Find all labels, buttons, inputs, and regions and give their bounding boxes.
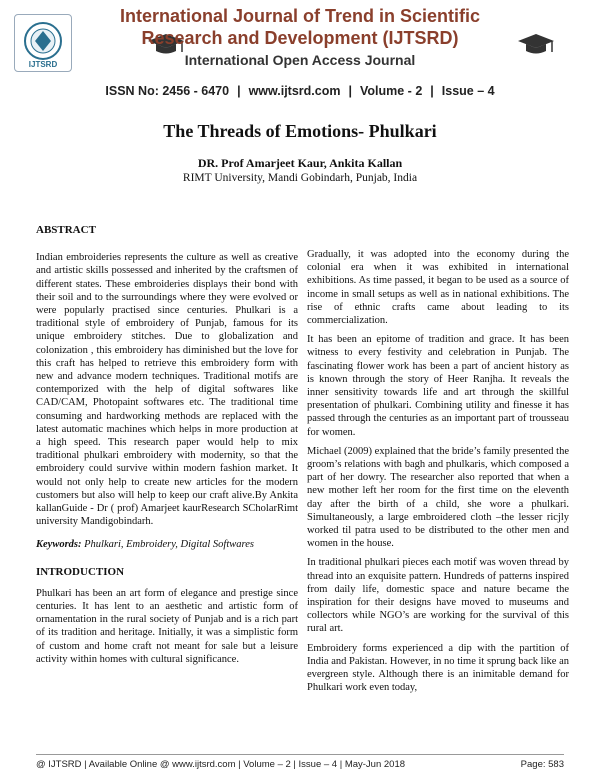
page-number: Page: 583 [520,759,564,770]
keywords-text: Phulkari, Embroidery, Digital Softwares [84,539,254,551]
introduction-heading: INTRODUCTION [36,565,125,578]
body-paragraph: In traditional phulkari pieces each motif was woven thread by thread into an exquisite pattern. Hundreds of patterns inspired from daily life, domestic space and nature became the inspiration for their designs have moved to museums and collectors while NGO’s are working for the survival of this rural art. [307,557,569,635]
volume: Volume - 2 [359,84,423,98]
paper-authors: DR. Prof Amarjeet Kaur, Ankita Kallan [197,156,403,170]
journal-title-line-1: International Journal of Trend in Scientific [119,6,481,26]
keywords-label: Keywords: [36,539,82,551]
issn-bar [0,76,600,106]
page-footer [36,754,564,770]
keywords [36,538,298,551]
introduction-text: Phulkari has been an art form of elegance and prestige since centuries. It has lent to an aesthetic and artistic form of ornamentation in the rural society of Punjab and is a rich part of its tradition and heritage. Initially, it was a simplistic form of custom and home craft not meant for sale but a leisure activity within homes with cultural significance. [36,587,298,665]
footer-citation: @ IJTSRD | Available Online @ www.ijtsrd.com | Volume – 2 | Issue – 4 | May-Jun 2018 [36,759,406,770]
abstract-heading: ABSTRACT [36,224,96,236]
journal-title-line-2: Research and Development (IJTSRD) [141,28,459,48]
right-column [307,248,569,701]
journal-header [0,0,600,110]
separator: | [237,84,241,98]
logo-text: IJTSRD [28,60,58,69]
journal-subtitle: International Open Access Journal [184,52,416,68]
abstract-text: Indian embroideries represents the culture as well as creative and artistic skills possessed and inherited by the craftsmen of different states. These embroideries displays their bond with their soil and to the surroundings where they were evolved or were popularly practised since centuries. Phulkari is a traditional style of embroidery of Punjab, famous for its unique embroidery stitches. Due to globalization and colonization , this embroidery has diminished but the love for this craft has helped to retrieve this embroidery form with new and advance modern techniques. Traditional motifs are contemporized with the help of digital softwares like CAD/CAM, Photopaint softwares etc. The traditional time consuming and hardworking methods are replaced with the latest automatic machines which helps in more production at a high speed. This research paper would help to mix traditional phulkari embroidery with modernity, so that the embroidery could survive within modern fashion market. It would not only help to create new articles for the modern customers but also will help to keep our craft alive.By Ankita kallanGuide - Dr ( prof) Amarjeet kaurResearch SCholarRimt university Mandigobindarh. [36,252,298,528]
paper-affiliation: RIMT University, Mandi Gobindarh, Punjab, India [182,172,418,184]
body-paragraph: Embroidery forms experienced a dip with the partition of India and Pakistan. However, in no time it sprung back like an evergreen style. Although there is an inimitable demand for Phulkari work even today, [307,642,569,694]
separator: | [348,84,352,98]
left-column [36,224,298,672]
body-paragraph: Gradually, it was adopted into the economy during the colonial era when it was exhibited in international exhibitions. As time passed, it began to be used as a source of income in small setups as well as in national exhibitions. The rise of ethnic crafts came about leading to its commercialization. [307,249,569,327]
paper-title: The Threads of Emotions- Phulkari [163,121,437,141]
body-paragraph: It has been an epitome of tradition and grace. It has been witness to every festivity and celebration in Punjab. The fascinating flower work has been a part of ancient history as is known through the story of Heer Ranjha. It reveals the inner sensitivity towards life and art through the skillful presentation of phulkari. Combining utility and finesse it has passed through the centuries as an important part of trousseau for women. [307,334,569,438]
issue: Issue – 4 [441,84,495,98]
separator: | [430,84,434,98]
issn: ISSN No: 2456 - 6470 [105,84,230,98]
body-paragraph: Michael (2009) explained that the bride’s family presented the groom’s relations with bagh and phulkaris, which composed a part of her dowry. The researcher also reported that when a new mother left her room for the first time on the eleventh day after the birth of a child, she wore a phulkari. Simultaneously, a large embroidered cloth –the lesser ricjly worked til patra used to be distributed to the other men and women in the house. [307,445,569,550]
website-link[interactable]: www.ijtsrd.com [248,84,341,98]
